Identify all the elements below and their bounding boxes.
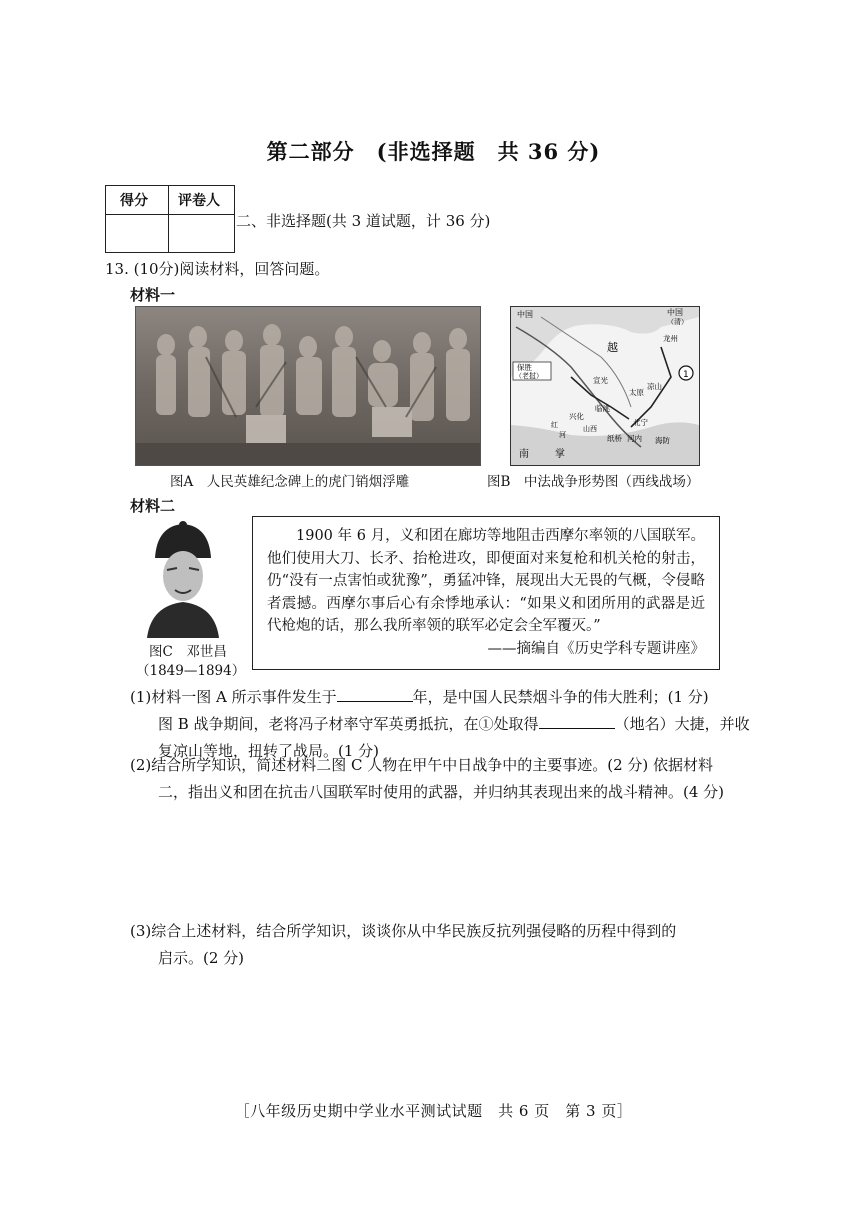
- sub-question-3-line1: (3)综合上述材料，结合所学知识，谈谈你从中华民族反抗列强侵略的历程中得到的: [130, 922, 677, 940]
- sub-question-2-line1: (2)结合所学知识，简述材料二图 C 人物在甲午中日战争中的主要事迹。(2 分) 依据材料: [130, 756, 714, 774]
- material-1-label: 材料一: [130, 286, 176, 304]
- map-hong: 红: [551, 421, 558, 429]
- map-henei: 河内: [627, 434, 642, 443]
- grader-label: 评卷人: [178, 193, 220, 209]
- figure-c-years: （1849—1894）: [136, 663, 246, 679]
- page-footer: ［八年级历史期中学业水平测试试题 共 6 页 第 3 页］: [234, 1102, 633, 1120]
- map-zhiqiao: 纸桥: [607, 434, 622, 443]
- map-marker-1: 1: [683, 370, 689, 380]
- sub-question-2-line2: 二，指出义和团在抗击八国联军时使用的武器，并归纳其表现出来的战斗精神。(4 分): [158, 783, 725, 801]
- sub-question-1-line2: 图 B 战争期间，老将冯子材率守军英勇抵抗，在①处取得 （地名）大捷，并收: [158, 715, 750, 733]
- map-liangshan: 凉山: [647, 382, 662, 391]
- map-shanxi: 山西: [583, 425, 597, 433]
- relief-illustration: [136, 307, 480, 465]
- score-label: 得分: [120, 193, 148, 209]
- answer-blank-year[interactable]: [337, 686, 413, 702]
- question-13-stem: 13. (10分)阅读材料，回答问题。: [105, 260, 330, 278]
- map-taiyuan: 太原: [629, 388, 644, 397]
- answer-area-3[interactable]: [130, 978, 730, 1078]
- deng-shichang-portrait: [141, 518, 225, 638]
- answer-blank-place[interactable]: [539, 713, 615, 729]
- score-table: [105, 185, 235, 253]
- map-xuanguang: 宣光: [593, 376, 608, 385]
- part-title: 第二部分 (非选择题 共 36 分): [266, 139, 601, 164]
- map-zhang: 掌: [555, 449, 565, 460]
- sub-question-3-line2: 启示。(2 分): [158, 949, 245, 967]
- material-2-label: 材料二: [130, 497, 176, 515]
- portrait-illustration: [141, 518, 225, 638]
- map-china: 中国: [667, 308, 683, 317]
- sino-french-war-map: [510, 306, 700, 466]
- humen-relief-image: [135, 306, 481, 466]
- map-illustration: [511, 307, 699, 465]
- map-he: 河: [559, 431, 566, 439]
- sub-question-1-line1: (1)材料一图 A 所示事件发生于 年，是中国人民禁烟斗争的伟大胜利；(1 分): [130, 688, 709, 706]
- map-south: 南: [519, 449, 529, 460]
- map-haifang: 海防: [655, 436, 670, 445]
- figure-c-caption: 图C 邓世昌: [149, 644, 227, 660]
- section-heading: 二、非选择题(共 3 道试题，计 36 分): [236, 212, 491, 230]
- figure-a-caption: 图A 人民英雄纪念碑上的虎门销烟浮雕: [170, 474, 410, 490]
- map-linxi: 临洮: [595, 404, 610, 413]
- sub-question-1-line3: 复凉山等地，扭转了战局。(1 分): [158, 742, 380, 760]
- map-baosheng: 保胜: [517, 363, 532, 372]
- map-beining: 北宁: [633, 418, 648, 427]
- material-2-passage: 1900 年 6 月，义和团在廊坊等地阻击西摩尔率领的八国联军。他们使用大刀、长矛、抬枪进攻，即便面对来复枪和机关枪的射击，仍“没有一点害怕或犹豫”，勇猛冲锋，展现出大无畏的气概，令侵略者震撼。西摩尔事后心有余悸地承认：“如果义和团所用的武器是近代枪炮的话，那么我所率领的联军必定会全军覆灭。”: [267, 528, 705, 634]
- material-2-source: ——摘编自《历史学科专题讲座》: [487, 640, 705, 657]
- figure-b-caption: 图B 中法战争形势图（西线战场）: [487, 474, 700, 490]
- map-yue: 越: [607, 341, 618, 354]
- material-2-passage-box: [252, 516, 720, 670]
- map-china-small: 中国: [517, 310, 533, 319]
- map-qing: （清）: [667, 318, 688, 326]
- map-longzhou: 龙州: [663, 334, 678, 343]
- map-xinghua: 兴化: [569, 412, 584, 421]
- answer-area-2[interactable]: [130, 810, 730, 910]
- map-laos: （老挝）: [515, 372, 543, 380]
